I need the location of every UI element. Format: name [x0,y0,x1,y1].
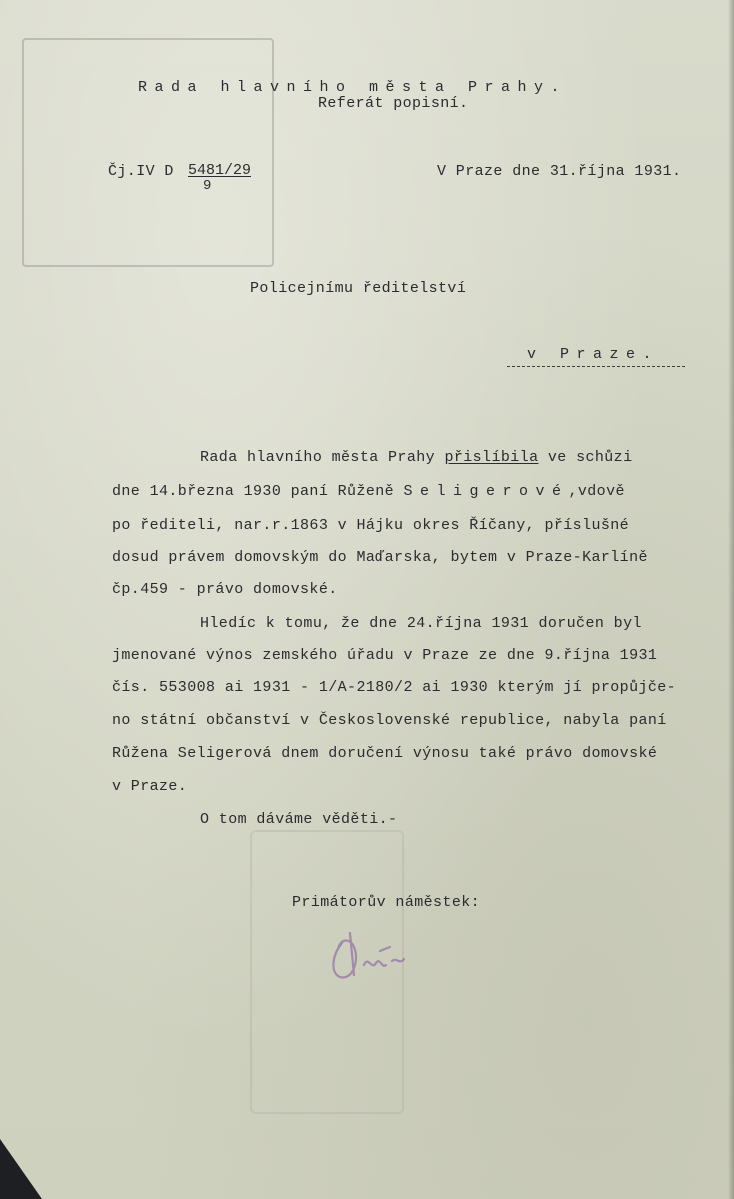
torn-corner [0,1139,42,1199]
addressee-name: Policejnímu ředitelství [250,280,467,297]
body-line: v Praze. [112,778,188,795]
body-line: O tom dáváme věděti.- [200,811,398,828]
body-emphasis: přislíbila [444,449,539,466]
body-line: čp.459 - právo domovské. [112,581,338,598]
body-line: dosud právem domovským do Maďarska, bytem v Praze-Karlíně [112,549,648,566]
handwritten-signature-icon [320,925,410,995]
divider [507,366,685,367]
closing-title: Primátorův náměstek: [292,894,481,911]
reference-number: 5481/29 [188,162,252,179]
body-line: no státní občanství v Československé republice, nabyla paní [112,712,667,729]
date-line: V Praze dne 31.října 1931. [437,163,682,180]
body-line: po řediteli, nar.r.1863 v Hájku okres Říčany, příslušné [112,517,630,534]
reference-prefix: Čj.IV D [108,163,174,180]
body-text: ,vdově [568,483,625,500]
addressee-place: v Praze. [527,346,660,363]
body-text: dne 14.března 1930 paní Růženě [112,483,404,500]
body-line: jmenované výnos zemského úřadu v Praze ze dne 9.října 1931 [112,647,658,664]
body-line: Hledíc k tomu, že dne 24.října 1931 doručen byl [200,615,642,632]
person-name: Seligerové [403,483,569,500]
paper-edge [728,0,734,1199]
reference-sub: 9 [203,178,212,194]
body-line [112,482,625,502]
body-text: ve schůzi [538,449,633,466]
header-department: Referát popisní. [318,95,469,112]
body-line: Růžena Seligerová dnem doručení výnosu také právo domovské [112,745,658,762]
faded-stamp [22,38,274,267]
body-line [200,448,632,468]
body-text: Rada hlavního města Prahy [200,449,445,466]
body-line: čís. 553008 ai 1931 - 1/A-2180/2 ai 1930 kterým jí propůjče- [112,679,677,696]
header-org: Rada hlavního města Prahy. [138,79,568,96]
